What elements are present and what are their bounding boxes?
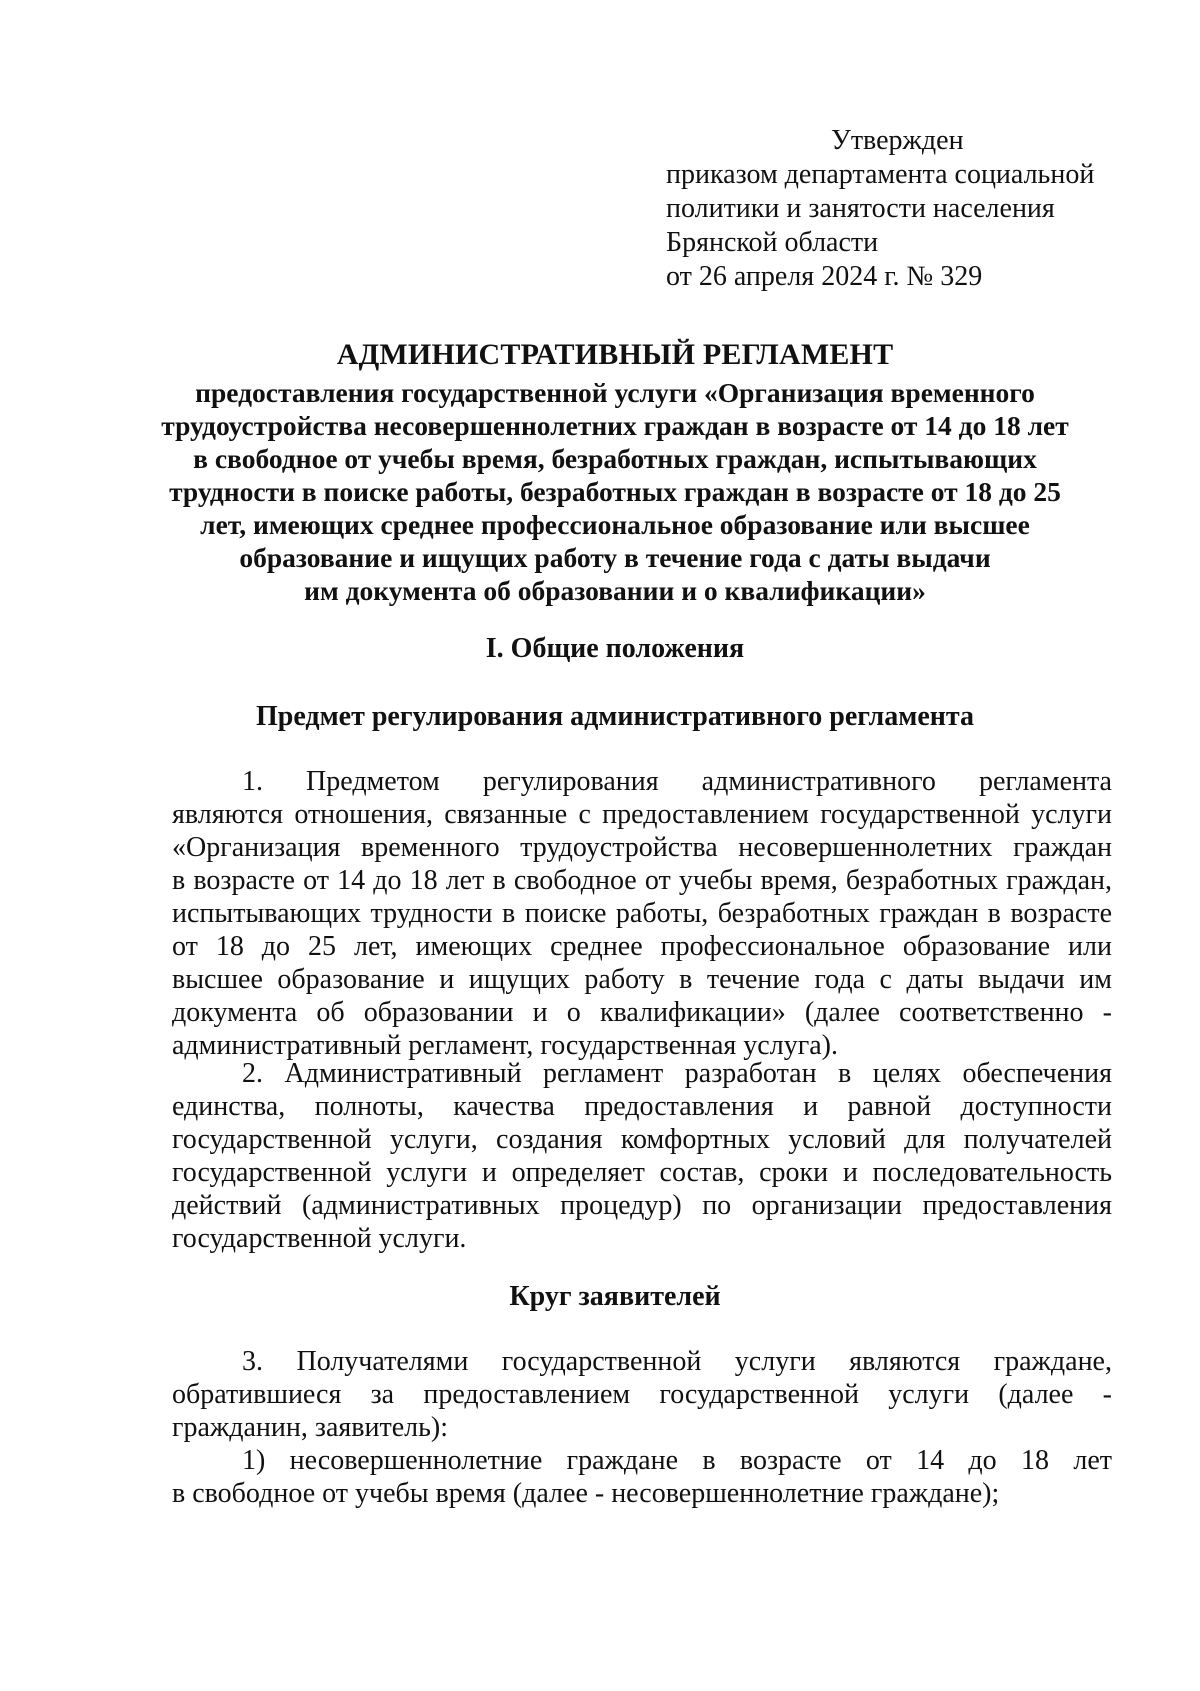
paragraph-line: 1. Предметом регулирования административного регламента [242, 766, 1112, 797]
paragraph-line: являются отношения, связанные с предоставлением государственной услуги [172, 799, 1112, 830]
paragraph-line: испытывающих трудности в поиске работы, безработных граждан в возрасте [172, 898, 1112, 929]
subsection-heading-applicants: Круг заявителей [509, 1281, 721, 1312]
paragraph-2 [172, 1057, 1112, 1255]
paragraph-line: административный регламент, государственная услуга). [172, 1030, 838, 1061]
paragraph-line: от 18 до 25 лет, имеющих среднее профессиональное образование или [172, 931, 1112, 962]
document-subtitle [150, 376, 1080, 607]
approval-line: Брянской области [666, 227, 879, 258]
subtitle-line: им документа об образовании и о квалификации» [304, 575, 926, 606]
paragraph-line: государственной услуги. [172, 1223, 467, 1254]
paragraph-line: 1) несовершеннолетние граждане в возрасте от 14 до 18 лет [242, 1445, 1112, 1476]
paragraph-line: документа об образовании и о квалификации» (далее соответственно - [172, 997, 1112, 1028]
paragraph-line: в возрасте от 14 до 18 лет в свободное от учебы время, безработных граждан, [172, 865, 1112, 896]
approval-line: приказом департамента социальной [666, 159, 1095, 190]
paragraph-line: гражданин, заявитель): [172, 1412, 448, 1443]
paragraph-line: государственной услуги, создания комфортных условий для получателей [172, 1124, 1112, 1155]
subtitle-line: трудоустройства несовершеннолетних граждан в возрасте от 14 до 18 лет [161, 410, 1069, 441]
paragraph-line: обратившиеся за предоставлением государственной услуги (далее - [172, 1379, 1112, 1410]
approval-stamp [666, 124, 1136, 294]
paragraph-line: в свободное от учебы время (далее - несовершеннолетние граждане); [172, 1478, 1000, 1509]
paragraph-line: 2. Административный регламент разработан в целях обеспечения [242, 1058, 1112, 1089]
paragraph-3-item-1 [172, 1444, 1112, 1510]
paragraph-line: высшее образование и ищущих работу в течение года с даты выдачи им [172, 964, 1112, 995]
approval-line: от 26 апреля 2024 г. № 329 [666, 261, 983, 292]
paragraph-line: «Организация временного трудоустройства несовершеннолетних граждан [172, 832, 1112, 863]
subtitle-line: трудности в поиске работы, безработных граждан в возрасте от 18 до 25 [169, 476, 1061, 507]
approval-line: политики и занятости населения [666, 193, 1055, 224]
document-title: АДМИНИСТРАТИВНЫЙ РЕГЛАМЕНТ [336, 338, 894, 371]
paragraph-line: единства, полноты, качества предоставления и равной доступности [172, 1091, 1112, 1122]
section-heading: I. Общие положения [485, 633, 745, 664]
approval-line: Утвержден [831, 125, 964, 156]
paragraph-line: действий (административных процедур) по организации предоставления [172, 1190, 1112, 1221]
subtitle-line: предоставления государственной услуги «Организация временного [195, 377, 1035, 408]
paragraph-3 [172, 1345, 1112, 1444]
subtitle-line: в свободное от учебы время, безработных граждан, испытывающих [193, 443, 1037, 474]
subtitle-line: лет, имеющих среднее профессиональное образование или высшее [200, 509, 1030, 540]
subtitle-line: образование и ищущих работу в течение года с даты выдачи [239, 542, 991, 573]
subsection-heading-subject: Предмет регулирования административного регламента [256, 701, 974, 732]
paragraph-line: 3. Получателями государственной услуги являются граждане, [242, 1346, 1112, 1377]
paragraph-1 [172, 765, 1112, 1062]
paragraph-line: государственной услуги и определяет состав, сроки и последовательность [172, 1157, 1112, 1188]
